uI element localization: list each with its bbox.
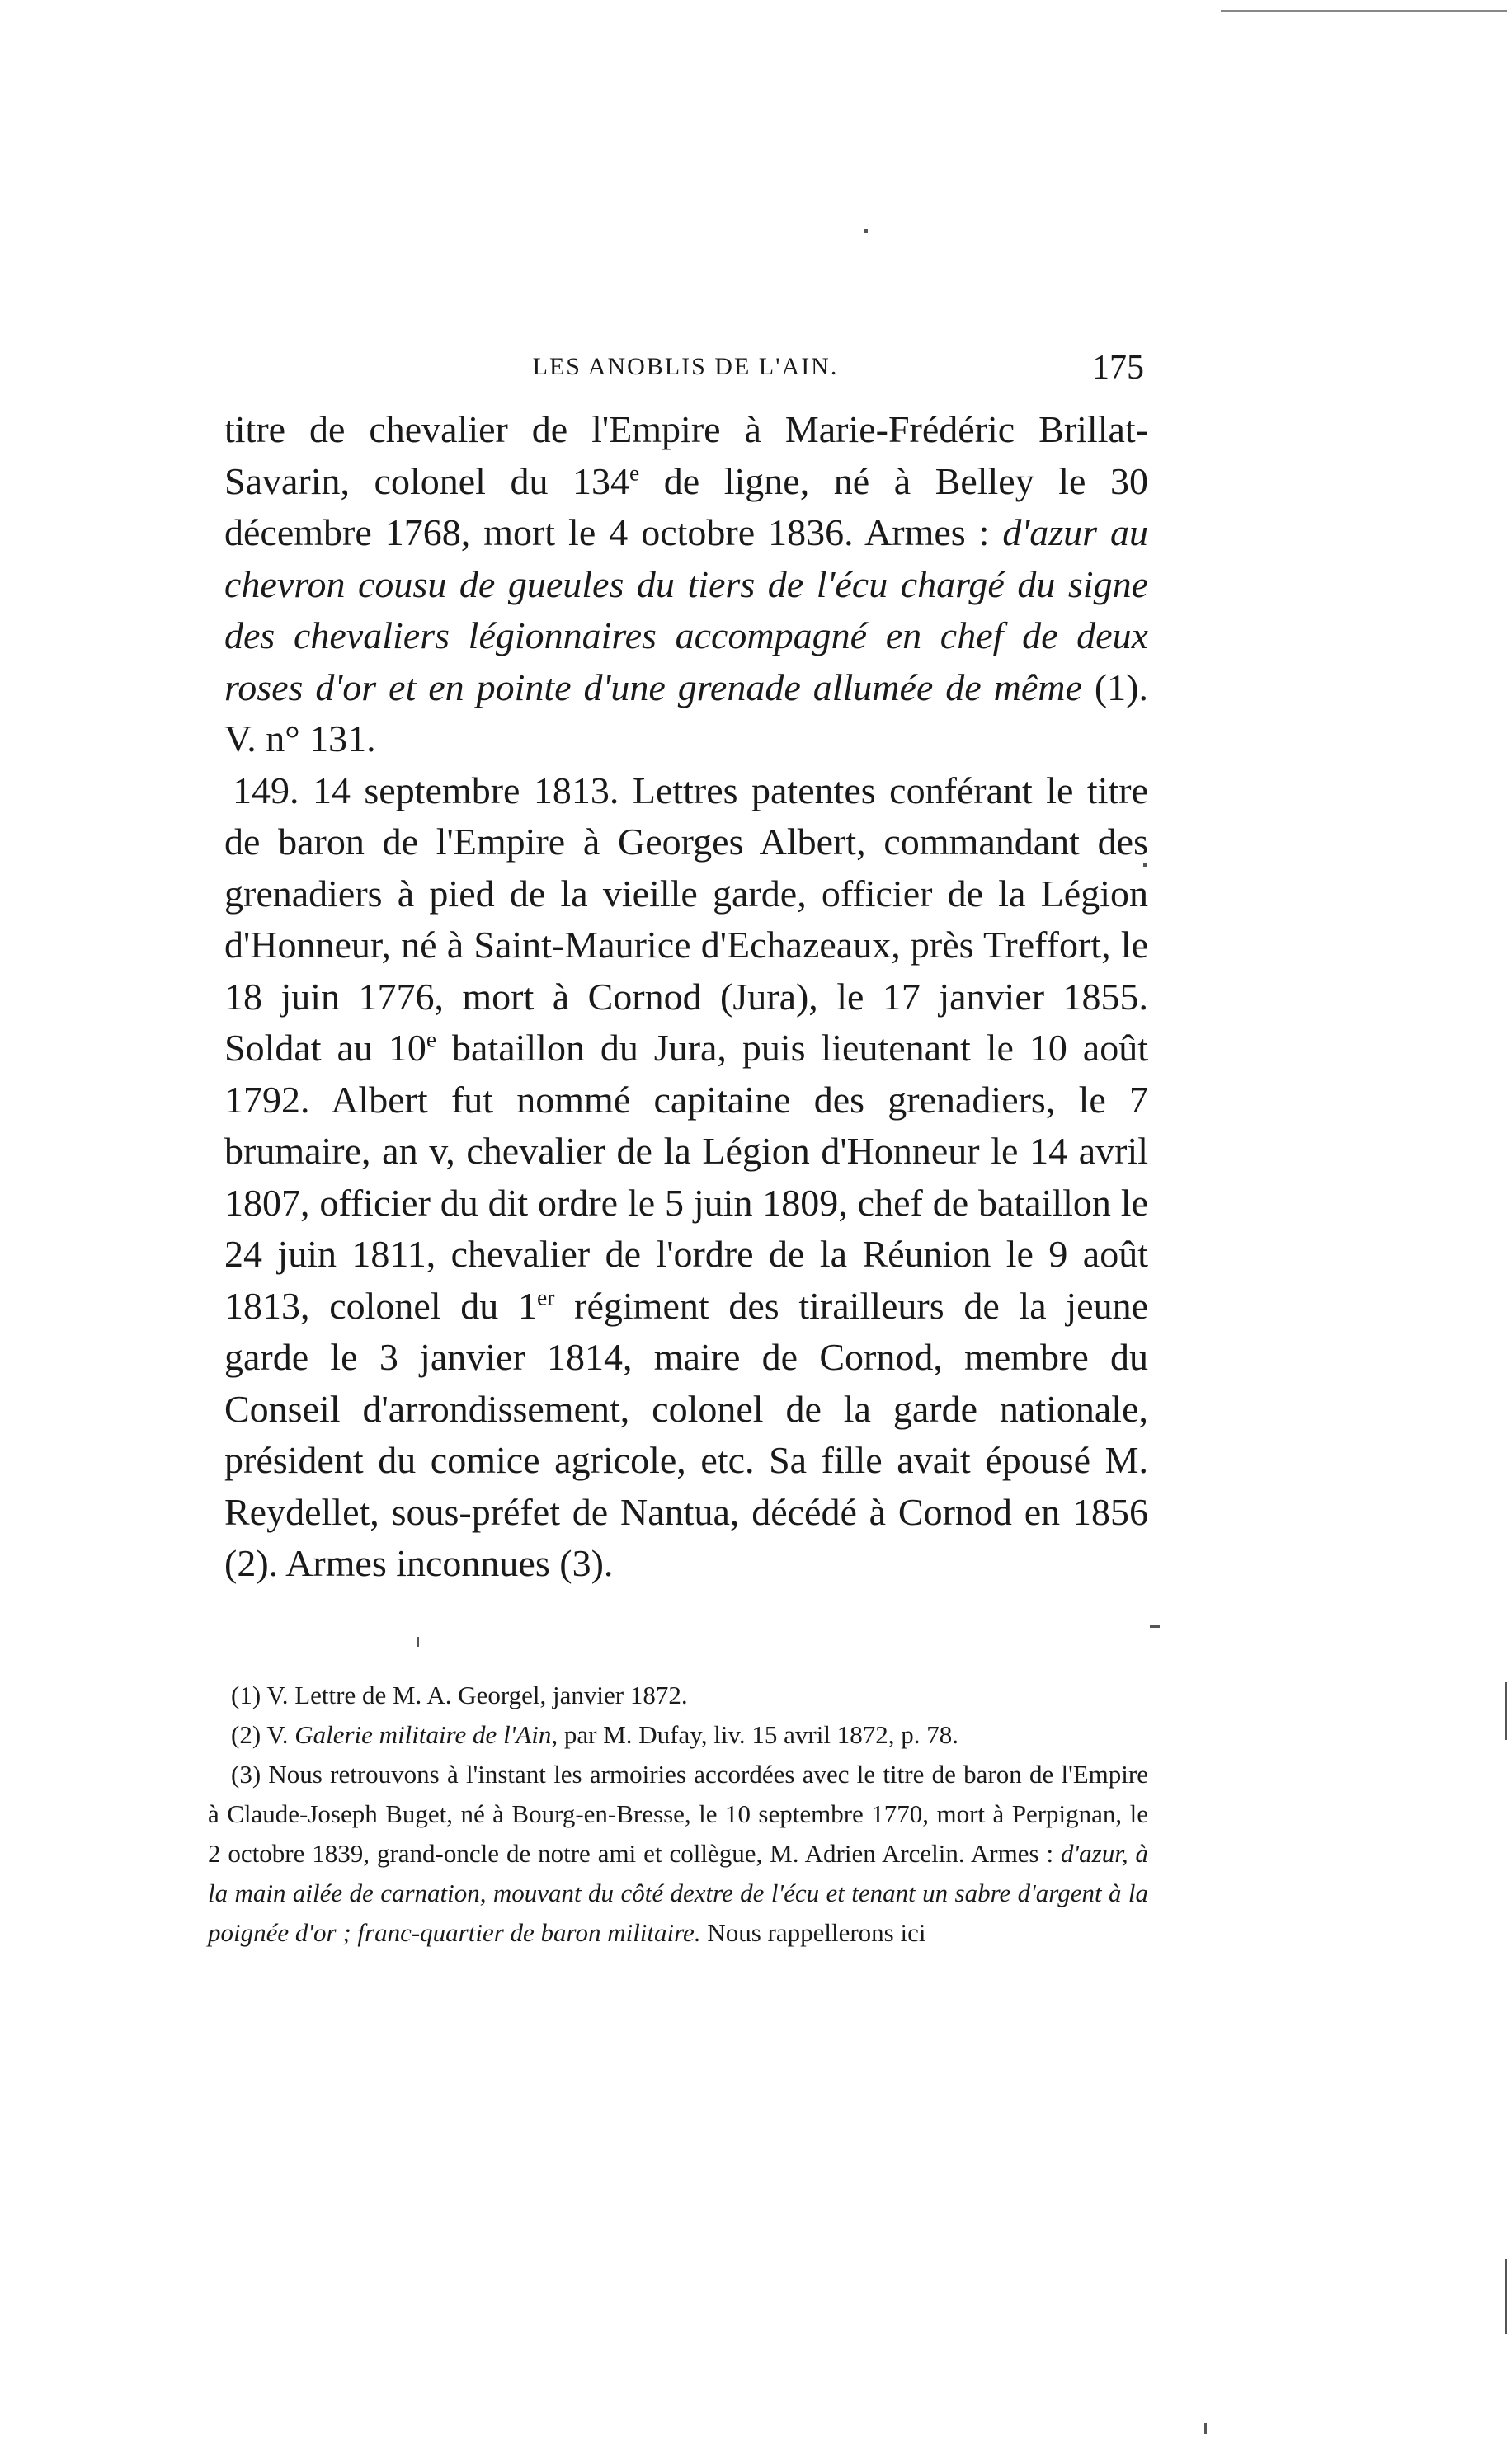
- page-number: 175: [1092, 349, 1144, 387]
- text-segment: régiment des tirailleurs de la jeune garde le 3 janvier 1814, maire de Cornod, membre du Conseil d'arrondissement, colonel de la garde nationale, président du comice agricole, etc. Sa fille avait épousé M. Reydellet, sous-préfet de Nantua, décédé à Cornod en 1856 (2). Armes inconnues (3).: [224, 1284, 1148, 1584]
- superscript: e: [426, 1026, 437, 1052]
- page-header: [227, 349, 1144, 402]
- footnote-text: (2) V.: [231, 1720, 295, 1749]
- footnote-3: [208, 1755, 1148, 1953]
- paragraph-brillat-savarin: [224, 404, 1148, 765]
- footnote-1: (1) V. Lettre de M. A. Georgel, janvier 1872.: [231, 1681, 688, 1709]
- scan-speck: [417, 1637, 419, 1647]
- footnote-text: (3) Nous retrouvons à l'instant les armoiries accordées avec le titre de baron de l'Empire à Claude-Joseph Buget, né à Bourg-en-Bresse, le 10 septembre 1770, mort à Perpignan, le 2 octobre 1839, grand-oncle de notre ami et collègue, M. Adrien Arcelin. Armes :: [208, 1760, 1148, 1868]
- superscript: er: [537, 1284, 555, 1310]
- scan-speck: [1143, 863, 1147, 867]
- text-segment: (1). V. n° 131.: [224, 665, 1148, 759]
- main-text: [224, 404, 1148, 1590]
- scan-edge-line: [1221, 10, 1507, 12]
- paragraph-149-albert: [224, 765, 1148, 1590]
- footnote-2: [208, 1715, 1148, 1755]
- text-segment: titre de chevalier de l'Empire à Marie-Frédéric Brillat-Savarin, colonel du 134: [224, 408, 1148, 502]
- blazon-italic: d'azur au chevron cousu de gueules du tiers de l'écu chargé du signe des chevaliers légionnaires accompagné en chef de deux roses d'or et en pointe d'une grenade allumée de même: [224, 511, 1149, 708]
- footnote-italic: d'azur, à la main ailée de carnation, mouvant du côté dextre de l'écu et tenant un sabre d'argent à la poignée d'or ; franc-quartier de baron militaire.: [208, 1839, 1148, 1947]
- text-segment: 149. 14 septembre 1813. Lettres patentes conférant le titre de baron de l'Empire à Georges Albert, commandant des grenadiers à pied de la vieille garde, officier de la Légion d'Honneur, né à Saint-Maurice d'Echazeaux, près Treffort, le 18 juin 1776, mort à Cornod (Jura), le 17 janvier 1855. Soldat au 10: [224, 769, 1148, 1069]
- footnote-italic: Galerie militaire de l'Ain,: [294, 1720, 558, 1749]
- scan-speck: [1204, 2423, 1207, 2434]
- superscript: e: [629, 459, 640, 486]
- running-head: LES ANOBLIS DE L'AIN.: [532, 353, 839, 380]
- scan-speck: [1150, 1625, 1160, 1628]
- scan-speck: [864, 229, 868, 233]
- footnotes: [208, 1676, 1148, 1953]
- footnote-text: Nous rappellerons ici: [700, 1918, 926, 1947]
- text-segment: bataillon du Jura, puis lieutenant le 10 août 1792. Albert fut nommé capitaine des grenadiers, le 7 brumaire, an v, chevalier de la Légion d'Honneur le 14 avril 1807, officier du dit ordre le 5 juin 1809, chef de bataillon le 24 juin 1811, chevalier de l'ordre de la Réunion le 9 août 1813, colonel du 1: [224, 1027, 1148, 1327]
- footnote-text: par M. Dufay, liv. 15 avril 1872, p. 78.: [558, 1720, 958, 1749]
- text-segment: de ligne, né à Belley le 30 décembre 1768, mort le 4 octobre 1836. Armes :: [224, 459, 1148, 553]
